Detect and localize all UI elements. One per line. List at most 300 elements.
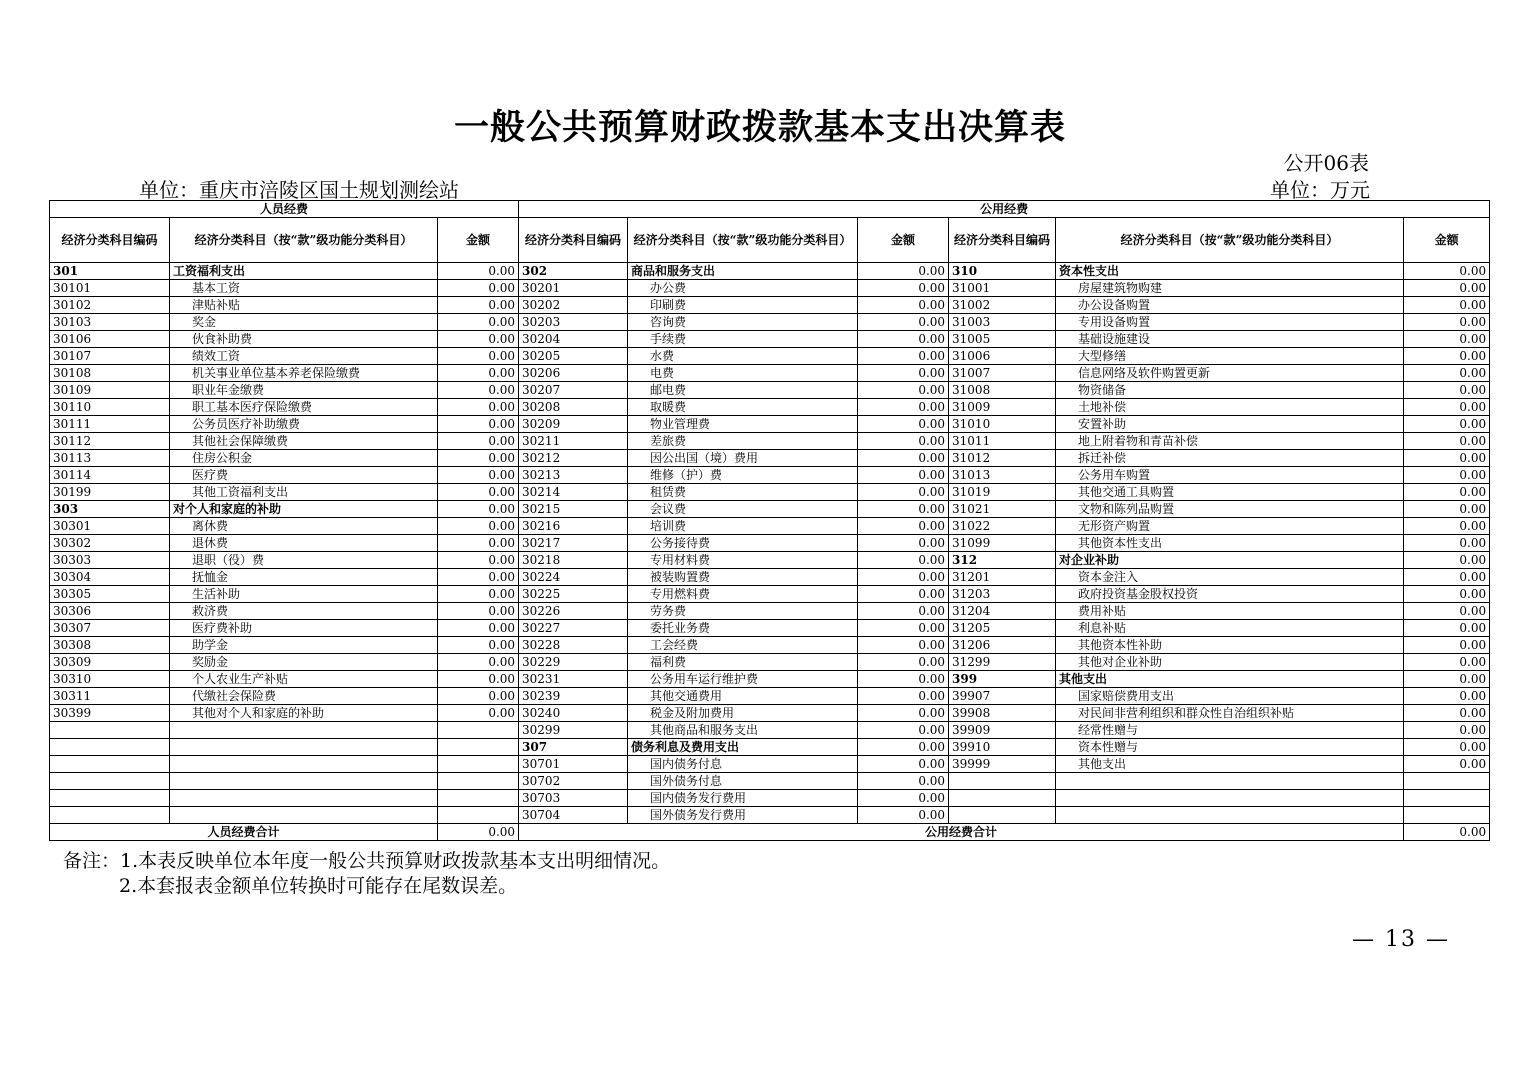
cell-code: 31012 [949,450,1056,467]
cell-amount: 0.00 [1404,484,1490,501]
cell-name: 房屋建筑物购建 [1056,280,1404,297]
cell-code: 30111 [50,416,170,433]
cell-name: 伙食补助费 [170,331,438,348]
cell-name [1056,773,1404,790]
cell-name: 物资储备 [1056,382,1404,399]
cell-code: 30231 [519,671,628,688]
cell-name: 债务利息及费用支出 [628,739,858,756]
cell-amount: 0.00 [1404,297,1490,314]
cell-name: 培训费 [628,518,858,535]
cell-amount: 0.00 [858,331,949,348]
cell-name [170,790,438,807]
cell-code: 30399 [50,705,170,722]
cell-code: 30103 [50,314,170,331]
cell-amount: 0.00 [858,688,949,705]
table-row [50,467,1490,484]
cell-name: 取暖费 [628,399,858,416]
cell-amount: 0.00 [1404,416,1490,433]
cell-amount: 0.00 [858,671,949,688]
cell-name: 会议费 [628,501,858,518]
table-row [50,620,1490,637]
form-number: 公开06表 [1283,151,1369,175]
cell-code: 30106 [50,331,170,348]
cell-amount: 0.00 [438,399,519,416]
cell-amount: 0.00 [858,637,949,654]
cell-name: 退职（役）费 [170,552,438,569]
cell-amount: 0.00 [858,552,949,569]
cell-code: 31206 [949,637,1056,654]
cell-code [949,790,1056,807]
table-row [50,314,1490,331]
cell-code: 30216 [519,518,628,535]
cell-name: 资本性支出 [1056,263,1404,280]
cell-amount: 0.00 [1404,688,1490,705]
cell-name: 拆迁补偿 [1056,450,1404,467]
cell-amount: 0.00 [1404,671,1490,688]
cell-amount: 0.00 [438,331,519,348]
cell-code: 30202 [519,297,628,314]
cell-name: 生活补助 [170,586,438,603]
cell-name: 资本金注入 [1056,569,1404,586]
cell-amount: 0.00 [1404,467,1490,484]
table-body [50,263,1490,824]
cell-code: 30701 [519,756,628,773]
cell-code: 30215 [519,501,628,518]
cell-amount [1404,773,1490,790]
cell-amount: 0.00 [858,433,949,450]
table-row [50,705,1490,722]
cell-code: 30113 [50,450,170,467]
header-name: 经济分类科目（按“款”级功能分类科目） [628,218,858,263]
cell-amount: 0.00 [1404,399,1490,416]
cell-code: 31001 [949,280,1056,297]
cell-amount: 0.00 [1404,348,1490,365]
cell-code: 399 [949,671,1056,688]
cell-name: 国家赔偿费用支出 [1056,688,1404,705]
cell-name [170,722,438,739]
cell-amount: 0.00 [1404,756,1490,773]
table-row [50,569,1490,586]
table-row [50,756,1490,773]
cell-code: 30240 [519,705,628,722]
cell-name [1056,790,1404,807]
cell-name: 信息网络及软件购置更新 [1056,365,1404,382]
table-row [50,603,1490,620]
cell-name: 专用燃料费 [628,586,858,603]
totals-row [50,824,1490,841]
cell-code: 302 [519,263,628,280]
table-row [50,722,1490,739]
cell-name: 物业管理费 [628,416,858,433]
cell-amount: 0.00 [858,382,949,399]
cell-code: 31009 [949,399,1056,416]
cell-name: 其他资本性支出 [1056,535,1404,552]
cell-name: 其他对企业补助 [1056,654,1404,671]
cell-amount [438,739,519,756]
cell-code: 30309 [50,654,170,671]
cell-code: 30703 [519,790,628,807]
cell-code: 30303 [50,552,170,569]
table-row [50,535,1490,552]
cell-name: 差旅费 [628,433,858,450]
cell-code: 31007 [949,365,1056,382]
cell-code: 30304 [50,569,170,586]
cell-code: 31205 [949,620,1056,637]
cell-name: 专用设备购置 [1056,314,1404,331]
cell-amount: 0.00 [438,484,519,501]
cell-name: 住房公积金 [170,450,438,467]
cell-code: 39999 [949,756,1056,773]
cell-amount [438,756,519,773]
cell-code: 30212 [519,450,628,467]
cell-name: 工会经费 [628,637,858,654]
cell-code: 31008 [949,382,1056,399]
header-amount: 金额 [438,218,519,263]
header-code: 经济分类科目编码 [50,218,170,263]
cell-name: 电费 [628,365,858,382]
cell-code: 31204 [949,603,1056,620]
cell-amount: 0.00 [858,790,949,807]
cell-amount: 0.00 [858,263,949,280]
cell-name: 其他支出 [1056,671,1404,688]
cell-code: 30101 [50,280,170,297]
cell-code: 30239 [519,688,628,705]
cell-name: 水费 [628,348,858,365]
table-row [50,688,1490,705]
cell-amount: 0.00 [438,450,519,467]
table-row [50,450,1490,467]
cell-code: 303 [50,501,170,518]
table-row [50,433,1490,450]
table-row [50,263,1490,280]
cell-code: 39907 [949,688,1056,705]
cell-amount: 0.00 [438,518,519,535]
cell-amount: 0.00 [858,450,949,467]
cell-name: 委托业务费 [628,620,858,637]
cell-name: 公务接待费 [628,535,858,552]
cell-name: 经常性赠与 [1056,722,1404,739]
cell-amount [1404,790,1490,807]
cell-code [50,773,170,790]
cell-amount: 0.00 [1404,705,1490,722]
cell-code: 30110 [50,399,170,416]
cell-name: 对个人和家庭的补助 [170,501,438,518]
cell-amount: 0.00 [438,705,519,722]
cell-amount: 0.00 [858,739,949,756]
cell-amount: 0.00 [438,501,519,518]
cell-name: 土地补偿 [1056,399,1404,416]
cell-code: 30107 [50,348,170,365]
cell-amount: 0.00 [438,314,519,331]
table-row [50,297,1490,314]
cell-name: 国外债务发行费用 [628,807,858,824]
cell-name: 津贴补贴 [170,297,438,314]
cell-name: 政府投资基金股权投资 [1056,586,1404,603]
cell-name: 机关事业单位基本养老保险缴费 [170,365,438,382]
table-row [50,552,1490,569]
cell-amount: 0.00 [858,603,949,620]
cell-code: 30229 [519,654,628,671]
cell-code: 30308 [50,637,170,654]
cell-code: 30206 [519,365,628,382]
cell-code: 30199 [50,484,170,501]
cell-code: 31299 [949,654,1056,671]
cell-code: 30217 [519,535,628,552]
cell-code: 31011 [949,433,1056,450]
cell-amount: 0.00 [1404,586,1490,603]
cell-code: 30108 [50,365,170,382]
personnel-total-amount: 0.00 [438,824,519,841]
cell-code [949,807,1056,824]
cell-code: 30299 [519,722,628,739]
table-row [50,671,1490,688]
table-row [50,280,1490,297]
cell-amount: 0.00 [438,348,519,365]
cell-code: 30702 [519,773,628,790]
table-row [50,399,1490,416]
cell-amount: 0.00 [1404,501,1490,518]
cell-amount: 0.00 [858,314,949,331]
cell-amount: 0.00 [438,297,519,314]
cell-code: 30211 [519,433,628,450]
cell-name: 国外债务付息 [628,773,858,790]
cell-amount [438,790,519,807]
cell-amount: 0.00 [1404,365,1490,382]
header-amount: 金额 [858,218,949,263]
cell-name: 公务用车购置 [1056,467,1404,484]
cell-amount: 0.00 [1404,314,1490,331]
cell-code: 31022 [949,518,1056,535]
cell-code: 31003 [949,314,1056,331]
cell-amount: 0.00 [438,569,519,586]
notes [63,849,670,899]
cell-code: 30311 [50,688,170,705]
cell-amount: 0.00 [438,433,519,450]
cell-amount: 0.00 [438,688,519,705]
cell-name: 文物和陈列品购置 [1056,501,1404,518]
cell-amount: 0.00 [1404,535,1490,552]
cell-amount: 0.00 [438,263,519,280]
cell-amount: 0.00 [1404,654,1490,671]
cell-name [170,807,438,824]
cell-amount: 0.00 [858,705,949,722]
cell-code: 30204 [519,331,628,348]
cell-amount [1404,807,1490,824]
cell-code: 30306 [50,603,170,620]
table-row [50,739,1490,756]
cell-amount: 0.00 [858,569,949,586]
cell-code: 31005 [949,331,1056,348]
cell-code: 30307 [50,620,170,637]
cell-code: 30218 [519,552,628,569]
cell-amount: 0.00 [858,586,949,603]
cell-name: 救济费 [170,603,438,620]
cell-name: 其他社会保障缴费 [170,433,438,450]
cell-name: 公务员医疗补助缴费 [170,416,438,433]
cell-code: 39910 [949,739,1056,756]
cell-amount: 0.00 [438,382,519,399]
cell-name: 医疗费补助 [170,620,438,637]
cell-name: 退休费 [170,535,438,552]
cell-name: 办公设备购置 [1056,297,1404,314]
cell-amount: 0.00 [858,467,949,484]
cell-code: 30207 [519,382,628,399]
cell-amount: 0.00 [438,671,519,688]
cell-code: 30214 [519,484,628,501]
cell-code [50,756,170,773]
note-line-1: 备注：1.本表反映单位本年度一般公共预算财政拨款基本支出明细情况。 [63,850,671,872]
cell-name: 离休费 [170,518,438,535]
cell-code: 30301 [50,518,170,535]
cell-amount: 0.00 [858,484,949,501]
personnel-total-label: 人员经费合计 [50,824,438,841]
table-row [50,518,1490,535]
cell-code: 31010 [949,416,1056,433]
cell-name: 维修（护）费 [628,467,858,484]
cell-amount [438,807,519,824]
cell-code [50,739,170,756]
table-row [50,365,1490,382]
cell-code: 310 [949,263,1056,280]
unit-name: 单位：重庆市涪陵区国土规划测绘站 [139,178,459,202]
table-row [50,331,1490,348]
cell-code: 30109 [50,382,170,399]
cell-code: 30225 [519,586,628,603]
cell-name: 安置补助 [1056,416,1404,433]
cell-amount: 0.00 [858,297,949,314]
cell-amount: 0.00 [438,467,519,484]
cell-name: 其他交通费用 [628,688,858,705]
cell-amount: 0.00 [858,654,949,671]
cell-amount: 0.00 [1404,637,1490,654]
cell-amount: 0.00 [858,773,949,790]
cell-name: 其他交通工具购置 [1056,484,1404,501]
cell-amount: 0.00 [1404,552,1490,569]
cell-amount: 0.00 [438,654,519,671]
page-number: — 13 — [1352,927,1450,952]
cell-code: 30227 [519,620,628,637]
public-total-label: 公用经费合计 [519,824,1404,841]
table-row [50,654,1490,671]
cell-code: 31201 [949,569,1056,586]
table-row [50,637,1490,654]
cell-name: 无形资产购置 [1056,518,1404,535]
cell-name: 邮电费 [628,382,858,399]
cell-code: 30209 [519,416,628,433]
cell-name: 租赁费 [628,484,858,501]
cell-name: 利息补贴 [1056,620,1404,637]
cell-amount: 0.00 [858,348,949,365]
cell-name: 大型修缮 [1056,348,1404,365]
cell-name: 其他对个人和家庭的补助 [170,705,438,722]
cell-name: 医疗费 [170,467,438,484]
cell-name: 抚恤金 [170,569,438,586]
cell-amount: 0.00 [858,535,949,552]
cell-name: 咨询费 [628,314,858,331]
cell-amount: 0.00 [438,365,519,382]
cell-code: 39909 [949,722,1056,739]
cell-code: 31006 [949,348,1056,365]
cell-name: 公务用车运行维护费 [628,671,858,688]
cell-amount: 0.00 [438,416,519,433]
cell-name [1056,807,1404,824]
section-header-row [50,201,1490,218]
cell-name: 国内债务付息 [628,756,858,773]
cell-name: 工资福利支出 [170,263,438,280]
cell-amount: 0.00 [1404,382,1490,399]
table-row [50,501,1490,518]
table-row [50,773,1490,790]
cell-code: 31002 [949,297,1056,314]
cell-code: 39908 [949,705,1056,722]
cell-name: 奖金 [170,314,438,331]
cell-code: 30228 [519,637,628,654]
cell-name: 被装购置费 [628,569,858,586]
cell-name: 费用补贴 [1056,603,1404,620]
cell-name: 奖励金 [170,654,438,671]
cell-name: 办公费 [628,280,858,297]
cell-code [50,790,170,807]
cell-amount: 0.00 [438,603,519,620]
cell-code: 307 [519,739,628,756]
cell-name: 劳务费 [628,603,858,620]
cell-code: 31099 [949,535,1056,552]
cell-name: 其他工资福利支出 [170,484,438,501]
cell-name: 商品和服务支出 [628,263,858,280]
cell-amount [438,722,519,739]
cell-name: 福利费 [628,654,858,671]
header-name: 经济分类科目（按“款”级功能分类科目） [1056,218,1404,263]
cell-amount: 0.00 [438,280,519,297]
cell-code: 30305 [50,586,170,603]
cell-code: 30208 [519,399,628,416]
cell-code: 31203 [949,586,1056,603]
cell-code [949,773,1056,790]
cell-name: 绩效工资 [170,348,438,365]
table-row [50,416,1490,433]
cell-amount: 0.00 [438,637,519,654]
header-code: 经济分类科目编码 [949,218,1056,263]
cell-amount: 0.00 [1404,620,1490,637]
cell-amount: 0.00 [858,365,949,382]
cell-amount: 0.00 [438,620,519,637]
cell-amount: 0.00 [438,552,519,569]
cell-name: 其他商品和服务支出 [628,722,858,739]
cell-code: 30226 [519,603,628,620]
cell-code: 30224 [519,569,628,586]
cell-code: 30203 [519,314,628,331]
header-code: 经济分类科目编码 [519,218,628,263]
cell-amount: 0.00 [1404,331,1490,348]
table-row [50,484,1490,501]
cell-amount: 0.00 [1404,263,1490,280]
cell-name [170,739,438,756]
cell-code: 30704 [519,807,628,824]
cell-amount: 0.00 [1404,569,1490,586]
cell-code: 30213 [519,467,628,484]
cell-amount: 0.00 [438,586,519,603]
cell-amount: 0.00 [858,722,949,739]
cell-amount: 0.00 [1404,603,1490,620]
section-public: 公用经费 [519,201,1490,218]
cell-code: 31021 [949,501,1056,518]
cell-code: 30114 [50,467,170,484]
cell-amount: 0.00 [858,416,949,433]
table-row [50,807,1490,824]
cell-amount: 0.00 [858,756,949,773]
cell-amount: 0.00 [858,280,949,297]
header-name: 经济分类科目（按“款”级功能分类科目） [170,218,438,263]
